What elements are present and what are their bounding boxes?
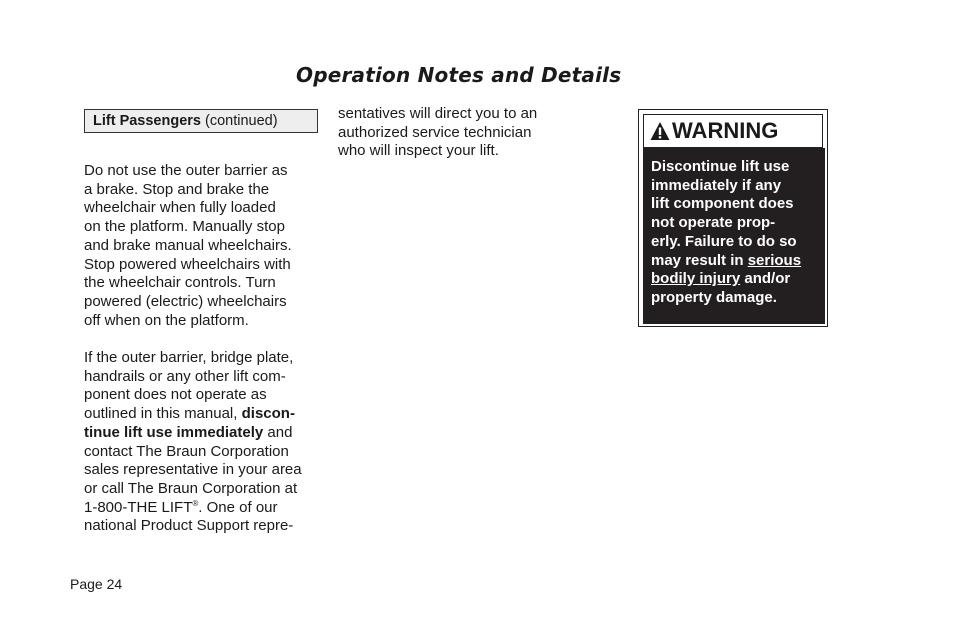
warning-line xyxy=(651,270,825,289)
text-line: on the platform. Manually stop xyxy=(84,218,285,236)
underlined-text: bodily injury xyxy=(651,270,741,288)
underlined-text: serious xyxy=(747,251,802,269)
text-line: Stop powered wheelchairs with xyxy=(84,255,291,273)
section-header xyxy=(84,109,318,133)
text-line xyxy=(84,424,302,443)
warning-line: not operate prop- xyxy=(651,214,776,232)
text-line: national Product Support repre- xyxy=(84,517,294,535)
warning-line: Discontinue lift use xyxy=(651,158,790,175)
text-run: may result in xyxy=(651,251,748,269)
text-line: or call The Braun Corporation at xyxy=(84,479,298,497)
text-line: off when on the platform. xyxy=(84,311,249,329)
column-middle xyxy=(338,105,537,161)
warning-line xyxy=(651,252,825,271)
warning-line: immediately if any xyxy=(651,176,782,194)
warning-line: property damage. xyxy=(651,288,777,306)
text-line: ponent does not operate as xyxy=(84,386,267,404)
warning-line: lift component does xyxy=(651,195,794,213)
text-line: sentatives will direct you to an xyxy=(338,105,538,122)
text-line: wheelchair when fully loaded xyxy=(84,199,276,217)
warning-triangle-icon xyxy=(650,121,670,141)
text-line: Do not use the outer barrier as xyxy=(84,162,288,179)
text-line: the wheelchair controls. Turn xyxy=(84,274,276,292)
text-line: handrails or any other lift com- xyxy=(84,367,286,385)
warning-message xyxy=(643,148,825,324)
text-line: and brake manual wheelchairs. xyxy=(84,236,292,254)
text-run: outlined in this manual, xyxy=(84,405,242,423)
emphasis-text: discon- xyxy=(241,405,295,423)
text-line: a brake. Stop and brake the xyxy=(84,180,270,198)
warning-heading: WARNING xyxy=(672,118,779,143)
section-title: Lift Passengers xyxy=(93,113,201,129)
paragraph-gap xyxy=(84,330,302,349)
text-line xyxy=(84,405,302,424)
text-line: sales representative in your area xyxy=(84,461,302,479)
text-run: 1-800-THE LIFT xyxy=(84,498,193,516)
registered-mark: ® xyxy=(192,498,199,508)
text-line: powered (electric) wheelchairs xyxy=(84,292,287,310)
text-run: and/or xyxy=(740,270,791,288)
text-line: authorized service technician xyxy=(338,123,532,141)
page-number: Page 24 xyxy=(70,576,123,592)
emphasis-text: tinue lift use immediately xyxy=(84,423,264,441)
text-run: and xyxy=(263,423,293,441)
page-title: Operation Notes and Details xyxy=(296,63,622,87)
section-subtitle: (continued) xyxy=(201,113,278,129)
warning-header xyxy=(643,114,823,148)
warning-line: erly. Failure to do so xyxy=(651,232,797,250)
text-line: who will inspect your lift. xyxy=(338,142,499,160)
text-line: contact The Braun Corporation xyxy=(84,442,289,460)
warning-box xyxy=(638,109,828,327)
text-line xyxy=(84,499,302,518)
text-line: If the outer barrier, bridge plate, xyxy=(84,349,294,367)
column-left xyxy=(84,162,302,536)
text-run: . One of our xyxy=(198,498,278,516)
